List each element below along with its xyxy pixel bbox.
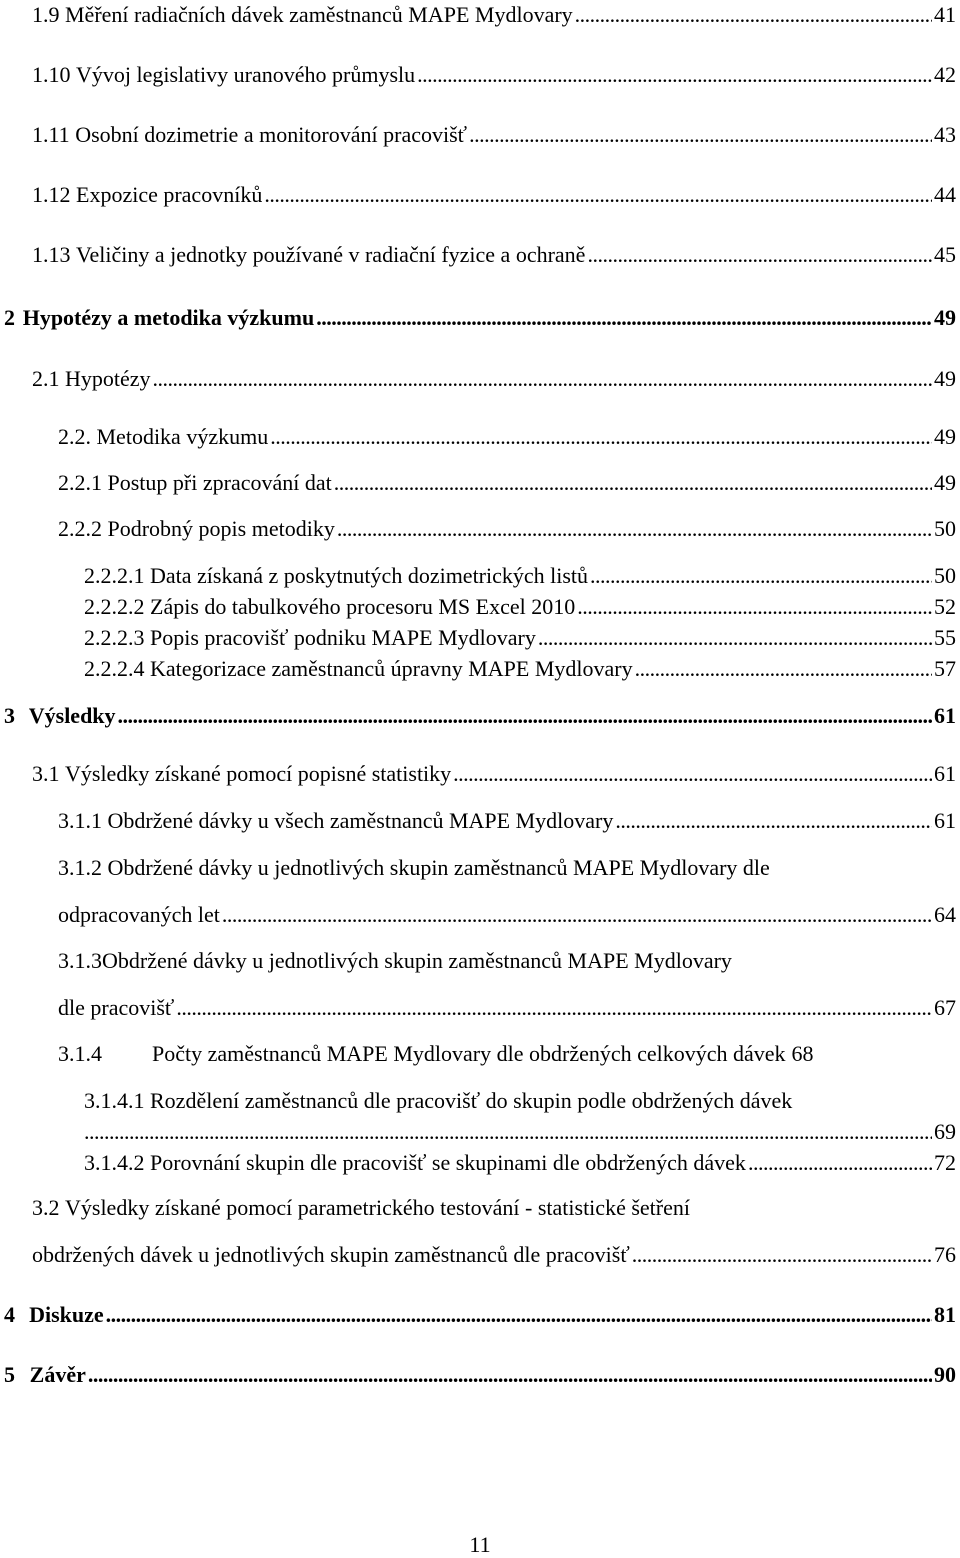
toc-entry-number: 2.2.2.1 bbox=[84, 563, 145, 588]
toc-entry-page: 49 bbox=[934, 305, 956, 330]
dot-leader bbox=[106, 1302, 932, 1328]
toc-entry-first-line[interactable] bbox=[58, 948, 732, 974]
toc-entry-title: Obdržené dávky u všech zaměstnanců MAPE Mydlovary bbox=[107, 808, 614, 833]
toc-entry-number: 2.1 bbox=[32, 366, 60, 391]
toc-entry-title: Výsledky získané pomocí popisné statistiky bbox=[65, 761, 452, 786]
toc-entry-page: 90 bbox=[934, 1362, 956, 1387]
dot-leader bbox=[635, 656, 932, 682]
toc-entry-title: Hypotézy bbox=[65, 366, 151, 391]
toc-entry-continuation[interactable] bbox=[58, 995, 956, 1021]
toc-entry-title: Rozdělení zaměstnanců dle pracovišť do skupin podle obdržených dávek bbox=[150, 1088, 793, 1113]
dot-leader bbox=[270, 424, 932, 450]
toc-entry-number: 2.2.2.3 bbox=[84, 625, 145, 650]
toc-entry-title: Kategorizace zaměstnanců úpravny MAPE Mydlovary bbox=[150, 656, 633, 681]
toc-entry-page: 67 bbox=[934, 995, 956, 1020]
toc-entry-title: Počty zaměstnanců MAPE Mydlovary dle obdržených celkových dávek bbox=[152, 1041, 786, 1066]
toc-entry-title: Závěr bbox=[29, 1362, 86, 1387]
toc-entry-title: Podrobný popis metodiky bbox=[107, 516, 335, 541]
toc-entry-number: 1.13 bbox=[32, 242, 71, 267]
dot-leader bbox=[222, 902, 932, 928]
toc-entry-number: 2.2.2.2 bbox=[84, 594, 145, 619]
toc-entry-number: 3.1 bbox=[32, 761, 60, 786]
dot-leader bbox=[575, 2, 932, 28]
dot-leader bbox=[334, 470, 932, 496]
toc-entry-page: 49 bbox=[934, 424, 956, 449]
toc-entry-first-line[interactable] bbox=[84, 1088, 792, 1114]
toc-entry-page: 61 bbox=[934, 703, 956, 728]
dot-leader bbox=[577, 594, 932, 620]
dot-leader bbox=[417, 62, 932, 88]
toc-entry-continuation[interactable] bbox=[32, 1242, 956, 1268]
toc-chapter-entry[interactable] bbox=[4, 1302, 956, 1328]
toc-entry-page: 49 bbox=[934, 366, 956, 391]
toc-entry-number: 3.1.2 bbox=[58, 855, 102, 880]
toc-entry[interactable] bbox=[84, 594, 956, 620]
toc-entry-page: 69 bbox=[934, 1119, 956, 1144]
toc-entry[interactable] bbox=[58, 470, 956, 496]
dot-leader bbox=[84, 1119, 932, 1145]
toc-entry-title: Obdržené dávky u jednotlivých skupin zaměstnanců MAPE Mydlovary dle bbox=[107, 855, 770, 880]
toc-entry-number: 2.2.1 bbox=[58, 470, 102, 495]
toc-entry-page: 61 bbox=[934, 808, 956, 833]
dot-leader bbox=[615, 808, 932, 834]
toc-entry[interactable] bbox=[32, 366, 956, 392]
dot-leader bbox=[337, 516, 932, 542]
toc-entry-first-line[interactable] bbox=[32, 1195, 690, 1221]
toc-entry-title-continuation: obdržených dávek u jednotlivých skupin zaměstnanců dle pracovišť bbox=[32, 1242, 630, 1267]
toc-entry[interactable] bbox=[32, 242, 956, 268]
toc-entry-title: Expozice pracovníků bbox=[76, 182, 263, 207]
toc-entry-title: Měření radiačních dávek zaměstnanců MAPE Mydlovary bbox=[65, 2, 573, 27]
toc-entry-number: 1.12 bbox=[32, 182, 71, 207]
toc-entry-first-line[interactable] bbox=[58, 855, 770, 881]
toc-chapter-entry[interactable] bbox=[4, 1362, 956, 1388]
toc-entry-number: 3.1.4 bbox=[58, 1041, 102, 1066]
toc-entry-title: Diskuze bbox=[29, 1302, 104, 1327]
toc-entry-title: Obdržené dávky u jednotlivých skupin zaměstnanců MAPE Mydlovary bbox=[102, 948, 732, 973]
toc-entry-number: 3.2 bbox=[32, 1195, 60, 1220]
toc-entry-page: 43 bbox=[934, 122, 956, 147]
toc-entry-title: Veličiny a jednotky používané v radiační fyzice a ochraně bbox=[76, 242, 586, 267]
toc-entry-page: 50 bbox=[934, 563, 956, 588]
toc-entry-page: 57 bbox=[934, 656, 956, 681]
toc-entry-page: 68 bbox=[791, 1041, 814, 1066]
toc-entry[interactable] bbox=[84, 625, 956, 651]
toc-entry-title: Hypotézy a metodika výzkumu bbox=[22, 305, 315, 330]
toc-entry-number: 1.10 bbox=[32, 62, 71, 87]
toc-entry-number: 5 bbox=[4, 1362, 15, 1387]
toc-entry[interactable] bbox=[58, 424, 956, 450]
toc-entry-number: 2.2.2 bbox=[58, 516, 102, 541]
dot-leader bbox=[88, 1362, 932, 1388]
toc-entry-title: Výsledky získané pomocí parametrického testování - statistické šetření bbox=[65, 1195, 690, 1220]
toc-entry-number: 2.2. bbox=[58, 424, 91, 449]
toc-entry-page: 45 bbox=[934, 242, 956, 267]
toc-entry-title: Popis pracovišť podniku MAPE Mydlovary bbox=[150, 625, 536, 650]
toc-entry-page: 52 bbox=[934, 594, 956, 619]
toc-chapter-entry[interactable] bbox=[4, 305, 956, 331]
dot-leader bbox=[469, 122, 932, 148]
toc-entry-number: 4 bbox=[4, 1302, 15, 1327]
toc-entry[interactable] bbox=[32, 62, 956, 88]
toc-entry-page: 61 bbox=[934, 761, 956, 786]
toc-entry[interactable] bbox=[32, 2, 956, 28]
toc-entry-title: Data získaná z poskytnutých dozimetrických listů bbox=[150, 563, 589, 588]
toc-entry[interactable] bbox=[58, 516, 956, 542]
toc-entry-number: 1.11 bbox=[32, 122, 70, 147]
toc-entry-number: 3.1.1 bbox=[58, 808, 102, 833]
toc-entry-page: 41 bbox=[934, 2, 956, 27]
toc-entry-number: 3.1.4.1 bbox=[84, 1088, 145, 1113]
toc-entry-title: Výsledky bbox=[28, 703, 116, 728]
toc-entry-page: 81 bbox=[934, 1302, 956, 1327]
toc-entry-page: 76 bbox=[934, 1242, 956, 1267]
dot-leader bbox=[590, 563, 932, 589]
toc-entry-title: Metodika výzkumu bbox=[96, 424, 269, 449]
toc-entry-title: Osobní dozimetrie a monitorování pracovišť bbox=[75, 122, 468, 147]
toc-entry[interactable] bbox=[58, 808, 956, 834]
toc-entry-page: 55 bbox=[934, 625, 956, 650]
toc-entry-page: 49 bbox=[934, 470, 956, 495]
toc-entry-title-continuation: odpracovaných let bbox=[58, 902, 220, 927]
dot-leader bbox=[316, 305, 932, 331]
toc-entry[interactable] bbox=[32, 122, 956, 148]
page-number: 11 bbox=[469, 1532, 491, 1557]
toc-entry-number: 3.1.3 bbox=[58, 948, 102, 973]
toc-entry-page: 50 bbox=[934, 516, 956, 541]
toc-entry[interactable] bbox=[84, 563, 956, 589]
dot-leader bbox=[748, 1150, 932, 1176]
toc-entry-page: 42 bbox=[934, 62, 956, 87]
toc-entry-title: Vývoj legislativy uranového průmyslu bbox=[76, 62, 416, 87]
dot-leader bbox=[118, 703, 932, 729]
toc-entry[interactable] bbox=[32, 182, 956, 208]
toc-entry[interactable] bbox=[84, 1150, 956, 1176]
toc-entry-continuation[interactable] bbox=[58, 902, 956, 928]
dot-leader bbox=[153, 366, 932, 392]
toc-entry-title: Postup při zpracování dat bbox=[107, 470, 332, 495]
toc-entry[interactable] bbox=[32, 761, 956, 787]
toc-entry-page: 72 bbox=[934, 1150, 956, 1175]
toc-chapter-entry[interactable] bbox=[4, 703, 956, 729]
toc-entry-number: 2 bbox=[4, 305, 15, 330]
dot-leader bbox=[264, 182, 932, 208]
toc-entry-number: 2.2.2.4 bbox=[84, 656, 145, 681]
toc-entry-page: 44 bbox=[934, 182, 956, 207]
toc-entry[interactable] bbox=[58, 1041, 956, 1067]
dot-leader bbox=[632, 1242, 932, 1268]
toc-entry-page: 64 bbox=[934, 902, 956, 927]
toc-entry-number: 3.1.4.2 bbox=[84, 1150, 145, 1175]
dot-leader bbox=[453, 761, 932, 787]
dot-leader bbox=[538, 625, 932, 651]
toc-entry[interactable] bbox=[84, 656, 956, 682]
toc-entry-continuation[interactable] bbox=[84, 1119, 956, 1145]
toc-entry-number: 1.9 bbox=[32, 2, 60, 27]
toc-entry-title-continuation: dle pracovišť bbox=[58, 995, 175, 1020]
dot-leader bbox=[587, 242, 932, 268]
dot-leader bbox=[176, 995, 932, 1021]
toc-entry-title: Porovnání skupin dle pracovišť se skupinami dle obdržených dávek bbox=[150, 1150, 746, 1175]
toc-entry-number: 3 bbox=[4, 703, 15, 728]
toc-entry-title: Zápis do tabulkového procesoru MS Excel 2010 bbox=[150, 594, 576, 619]
